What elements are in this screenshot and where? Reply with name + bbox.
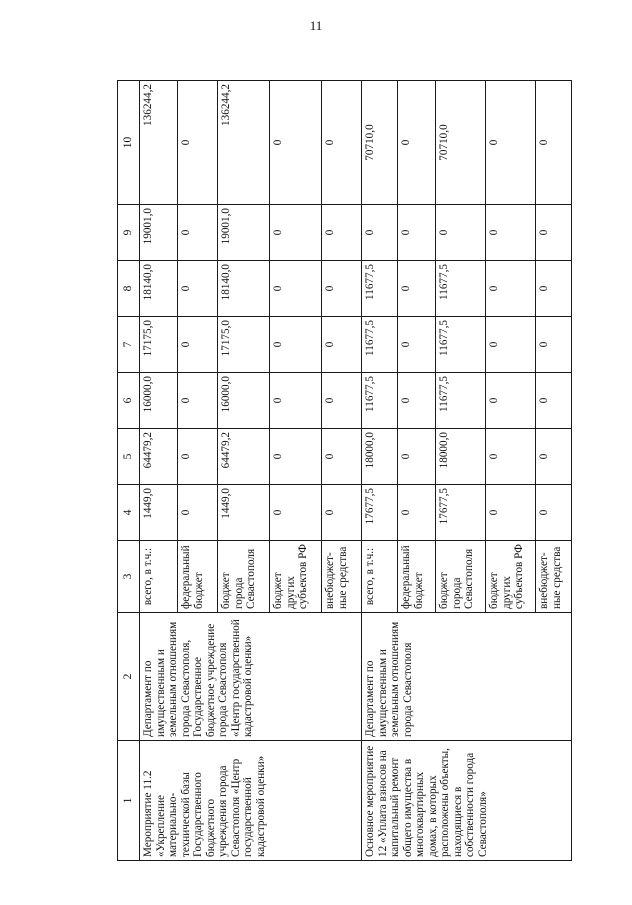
- value-cell: 0: [178, 317, 218, 373]
- value-cell: 0: [486, 485, 536, 541]
- table-row: [362, 81, 398, 861]
- executor-cell: Департамент по имущественным и земельным отношениям города Севастополя, Государственное бюджетное учреждение города Севастополя «Центр государственной кадастровой оценки»: [140, 613, 362, 741]
- value-cell: 19001,0: [140, 205, 178, 261]
- value-cell: 18140,0: [140, 261, 178, 317]
- page-number: 11: [309, 18, 323, 33]
- value-cell: 64479,2: [140, 429, 178, 485]
- value-cell: 0: [322, 485, 362, 541]
- value-cell: 11677,5: [436, 317, 486, 373]
- value-cell: 70710,0: [362, 81, 398, 205]
- value-cell: 17677,5: [436, 485, 486, 541]
- value-cell: 0: [178, 81, 218, 205]
- value-cell: 17175,0: [140, 317, 178, 373]
- value-cell: 0: [486, 317, 536, 373]
- source-cell: бюджет города Севастополя: [218, 541, 270, 613]
- value-cell: 0: [398, 373, 436, 429]
- column-header: 3: [118, 541, 140, 613]
- value-cell: 11677,5: [436, 261, 486, 317]
- value-cell: 17677,5: [362, 485, 398, 541]
- value-cell: 0: [398, 429, 436, 485]
- value-cell: 0: [270, 261, 322, 317]
- source-cell: бюджет города Севастополя: [436, 541, 486, 613]
- value-cell: 18000,0: [436, 429, 486, 485]
- value-cell: 16000,0: [140, 373, 178, 429]
- value-cell: 136244,2: [218, 81, 270, 205]
- value-cell: 0: [178, 485, 218, 541]
- value-cell: 0: [178, 261, 218, 317]
- value-cell: 11677,5: [436, 373, 486, 429]
- value-cell: 0: [486, 81, 536, 205]
- column-header: 4: [118, 485, 140, 541]
- column-header: 7: [118, 317, 140, 373]
- value-cell: 136244,2: [140, 81, 178, 205]
- header-row: [118, 81, 140, 861]
- value-cell: 0: [270, 317, 322, 373]
- value-cell: 0: [486, 373, 536, 429]
- value-cell: 0: [270, 429, 322, 485]
- value-cell: 0: [178, 429, 218, 485]
- value-cell: 0: [178, 205, 218, 261]
- column-header: 9: [118, 205, 140, 261]
- value-cell: 0: [322, 317, 362, 373]
- value-cell: 0: [270, 485, 322, 541]
- budget-table-sheet: [117, 81, 561, 861]
- value-cell: 0: [398, 317, 436, 373]
- value-cell: 11677,5: [362, 261, 398, 317]
- value-cell: 0: [536, 485, 572, 541]
- value-cell: 0: [486, 429, 536, 485]
- value-cell: 0: [398, 81, 436, 205]
- value-cell: 16000,0: [218, 373, 270, 429]
- column-header: 5: [118, 429, 140, 485]
- source-cell: бюджет других субъектов РФ: [270, 541, 322, 613]
- source-cell: всего, в т.ч.:: [362, 541, 398, 613]
- value-cell: 0: [270, 81, 322, 205]
- source-cell: бюджет других субъектов РФ: [486, 541, 536, 613]
- value-cell: 0: [322, 205, 362, 261]
- value-cell: 0: [536, 261, 572, 317]
- executor-cell: Департамент по имущественным и земельным отношениям города Севастополя: [362, 613, 572, 741]
- value-cell: 18140,0: [218, 261, 270, 317]
- value-cell: 1449,0: [140, 485, 178, 541]
- source-cell: федеральный бюджет: [178, 541, 218, 613]
- value-cell: 0: [322, 81, 362, 205]
- value-cell: 64479,2: [218, 429, 270, 485]
- value-cell: 17175,0: [218, 317, 270, 373]
- value-cell: 1449,0: [218, 485, 270, 541]
- value-cell: 11677,5: [362, 373, 398, 429]
- value-cell: 11677,5: [362, 317, 398, 373]
- value-cell: 0: [536, 205, 572, 261]
- value-cell: 0: [398, 205, 436, 261]
- value-cell: 0: [270, 205, 322, 261]
- value-cell: 0: [536, 81, 572, 205]
- value-cell: 0: [322, 373, 362, 429]
- value-cell: 0: [436, 205, 486, 261]
- source-cell: федеральный бюджет: [398, 541, 436, 613]
- value-cell: 0: [398, 485, 436, 541]
- column-header: 10: [118, 81, 140, 205]
- table-row: [140, 81, 178, 861]
- value-cell: 0: [486, 205, 536, 261]
- value-cell: 0: [398, 261, 436, 317]
- column-header: 1: [118, 741, 140, 861]
- column-header: 8: [118, 261, 140, 317]
- value-cell: 0: [270, 373, 322, 429]
- value-cell: 0: [322, 429, 362, 485]
- value-cell: 0: [536, 373, 572, 429]
- value-cell: 0: [322, 261, 362, 317]
- value-cell: 0: [178, 373, 218, 429]
- value-cell: 0: [536, 317, 572, 373]
- value-cell: 0: [536, 429, 572, 485]
- source-cell: внебюджет-ные средства: [536, 541, 572, 613]
- value-cell: 70710,0: [436, 81, 486, 205]
- source-cell: внебюджет-ные средства: [322, 541, 362, 613]
- value-cell: 18000,0: [362, 429, 398, 485]
- column-header: 6: [118, 373, 140, 429]
- budget-table: [117, 80, 572, 861]
- value-cell: 19001,0: [218, 205, 270, 261]
- measure-cell: Мероприятие 11.2 «Укрепление материально-технической базы Государственного бюджетного учреждения города Севастополя «Центр государственной кадастровой оценки»: [140, 741, 362, 861]
- measure-cell: Основное мероприятие 12 «Уплата взносов на капитальный ремонт общего имущества в многоквартирных домах, в которых расположены объекты, находящиеся в собственности города Севастополя»: [362, 741, 572, 861]
- column-header: 2: [118, 613, 140, 741]
- value-cell: 0: [486, 261, 536, 317]
- value-cell: 0: [362, 205, 398, 261]
- source-cell: всего, в т.ч.:: [140, 541, 178, 613]
